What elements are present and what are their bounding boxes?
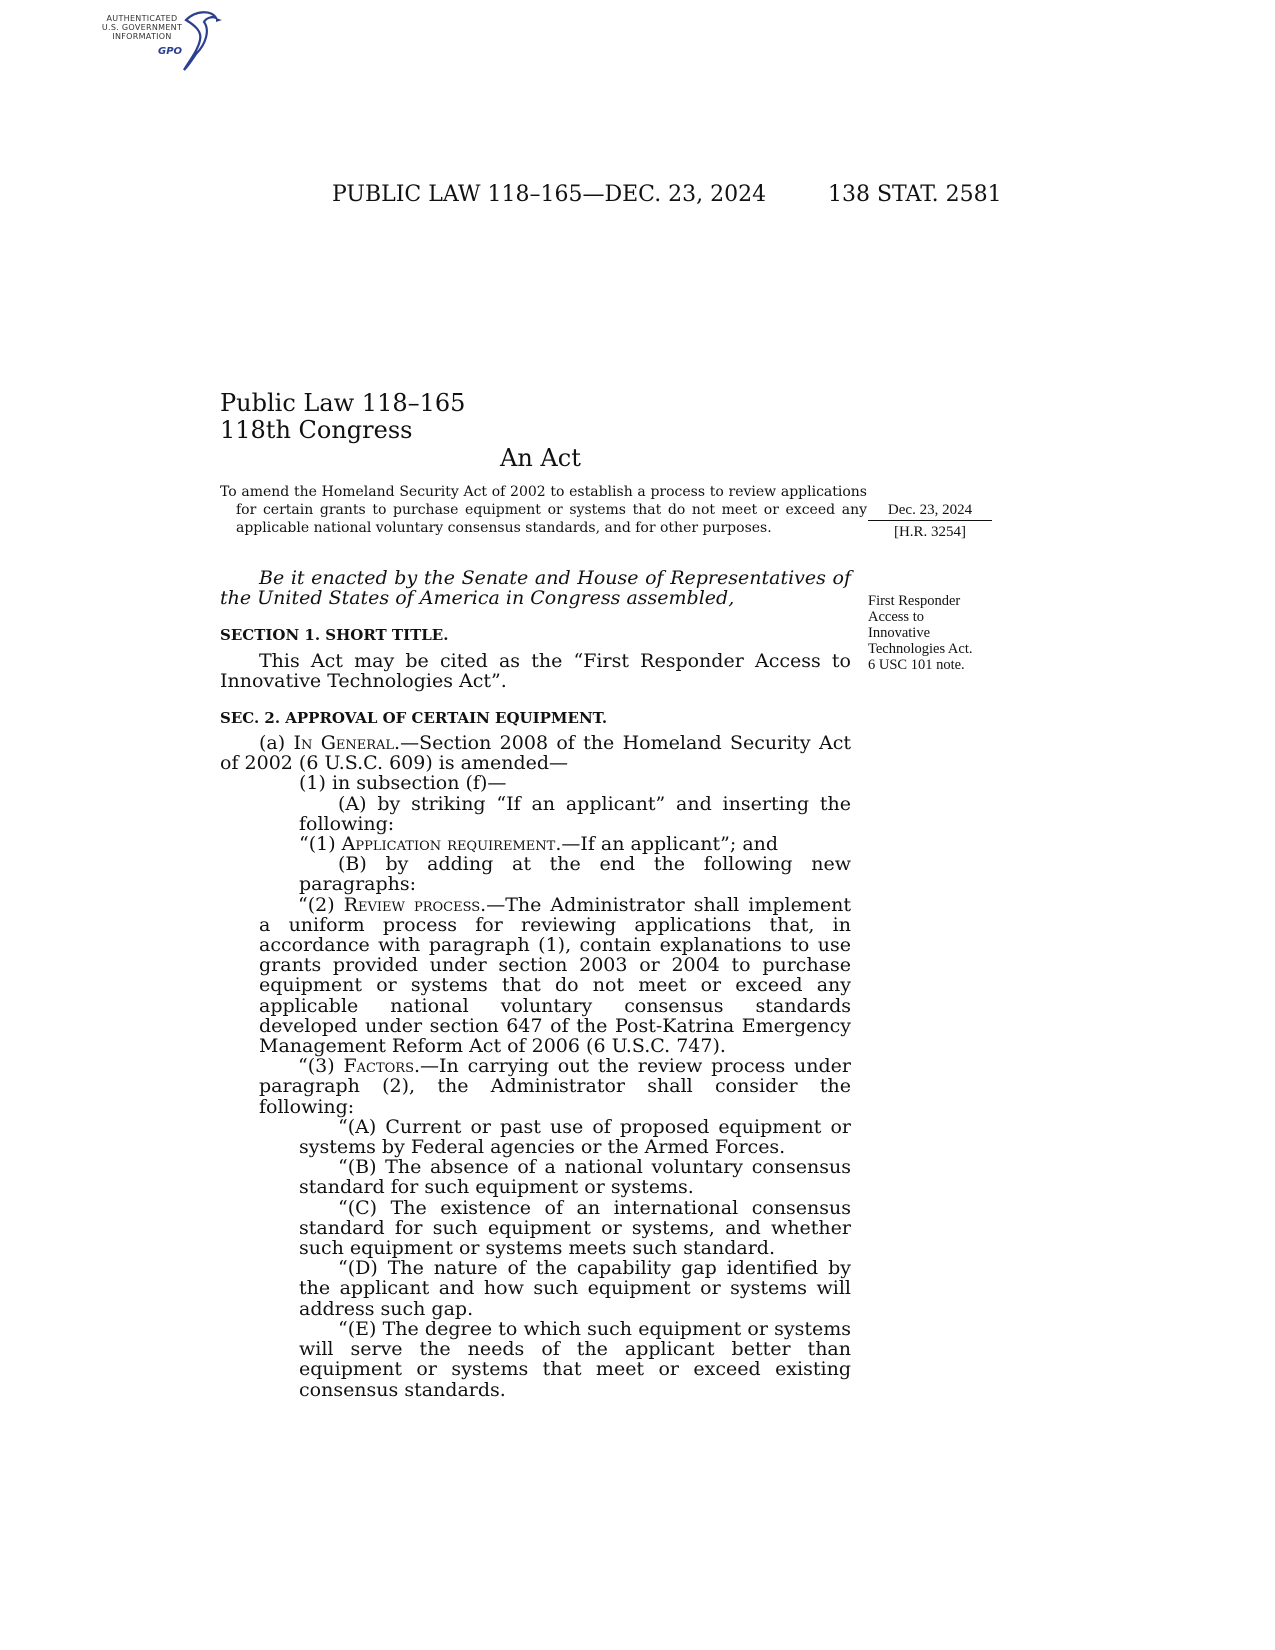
subsection-a-label: (a) [259,732,294,754]
subparagraph-a: (A) by striking “If an applicant” and inserting the following: [299,792,851,835]
section-1-heading: SECTION 1. SHORT TITLE. [220,626,449,644]
subsection-a-caption: In General [293,732,395,754]
sidebar-margin-note [868,593,998,673]
quoted-paragraph-1-label: “(1) [299,833,342,856]
quoted-paragraph-2-label: “(2) [298,893,344,916]
margin-note-line: Access to [868,609,924,625]
quoted-paragraph-3-label: “(3) [298,1055,344,1078]
margin-note-line: First Responder [868,593,961,609]
sidebar-date: Dec. 23, 2024 [887,502,973,518]
margin-note-line: Innovative [868,625,931,641]
quoted-paragraph-1-caption: Application requirement [341,833,556,856]
section-2-body [220,733,851,1400]
congress-number: 118th Congress [220,416,413,444]
factor-b: “(B) The absence of a national voluntary consensus standard for such equipment or systems. [299,1156,851,1199]
section-1-text: This Act may be cited as the “First Responder Access to Innovative Technologies Act”. [220,650,851,693]
an-act-heading: An Act [500,444,581,472]
quoted-paragraph-1 [220,834,851,854]
subsection-a-text: .—Section 2008 of the Homeland Security Act of 2002 (6 U.S.C. 609) is amended— [220,732,851,775]
sidebar-bill-number: [H.R. 3254] [893,524,967,540]
subparagraph-b: (B) by adding at the end the following new paragraphs: [299,853,851,896]
factor-e: “(E) The degree to which such equipment or systems will serve the needs of the applicant better than equipment or systems that meet or exceed existing consensus standards. [299,1317,851,1401]
factor-c: “(C) The existence of an international consensus standard for such equipment or systems, and whether such equipment or systems meets such standard. [299,1196,851,1260]
quoted-paragraph-3-text: .—In carrying out the review process under paragraph (2), the Administrator shall consider the following: [259,1055,852,1118]
quoted-paragraph-2-text: .—The Administrator shall implement a uniform process for reviewing applications that, in accordance with paragraph (1), contain explanations to use grants provided under section 2003 or 2004 to purchase equipment or systems that do not meet or exceed any applicable national voluntary consensus standards developed under section 647 of the Post-Katrina Emergency Management Reform Act of 2006 (6 U.S.C. 747). [259,893,851,1058]
sidebar-rule [868,520,992,521]
paragraph-1: (1) in subsection (f)— [299,772,507,795]
gpo-authentication-badge [96,8,226,76]
quoted-paragraph-3-caption: Factors [343,1055,414,1078]
margin-note-line: 6 USC 101 note. [868,657,965,673]
badge-line-3: INFORMATION [112,32,172,41]
quoted-paragraph-2 [220,895,851,1057]
public-law-number: Public Law 118–165 [220,389,466,417]
factor-a: “(A) Current or past use of proposed equipment or systems by Federal agencies or the Armed Forces. [299,1115,851,1159]
badge-line-2: U.S. GOVERNMENT [101,23,183,32]
quoted-paragraph-3 [220,1056,851,1117]
quoted-paragraph-1-text: .—If an applicant”; and [555,833,779,856]
section-2-heading: SEC. 2. APPROVAL OF CERTAIN EQUIPMENT. [220,709,608,727]
subsection-a [220,733,851,773]
running-head-stat-page: 138 STAT. 2581 [828,182,1002,207]
quoted-paragraph-2-caption: Review process [343,893,481,916]
eagle-icon [176,8,224,72]
factor-d: “(D) The nature of the capability gap identified by the applicant and how such equipment or systems will address such gap. [299,1257,851,1320]
gpo-mark: GPO [158,46,183,57]
margin-note-line: Technologies Act. [868,641,973,657]
running-head-title: PUBLIC LAW 118–165—DEC. 23, 2024 [332,182,767,207]
law-title-block [220,390,465,444]
act-purpose: To amend the Homeland Security Act of 2002 to establish a process to review applications for certain grants to purchase equipment or systems that do not meet or exceed any applicable national voluntary consensus standards, and for other purposes. [220,484,867,536]
badge-line-1: AUTHENTICATED [106,14,178,23]
enacting-clause: Be it enacted by the Senate and House of Representatives of the United States of America in Congress assembled, [220,567,851,610]
